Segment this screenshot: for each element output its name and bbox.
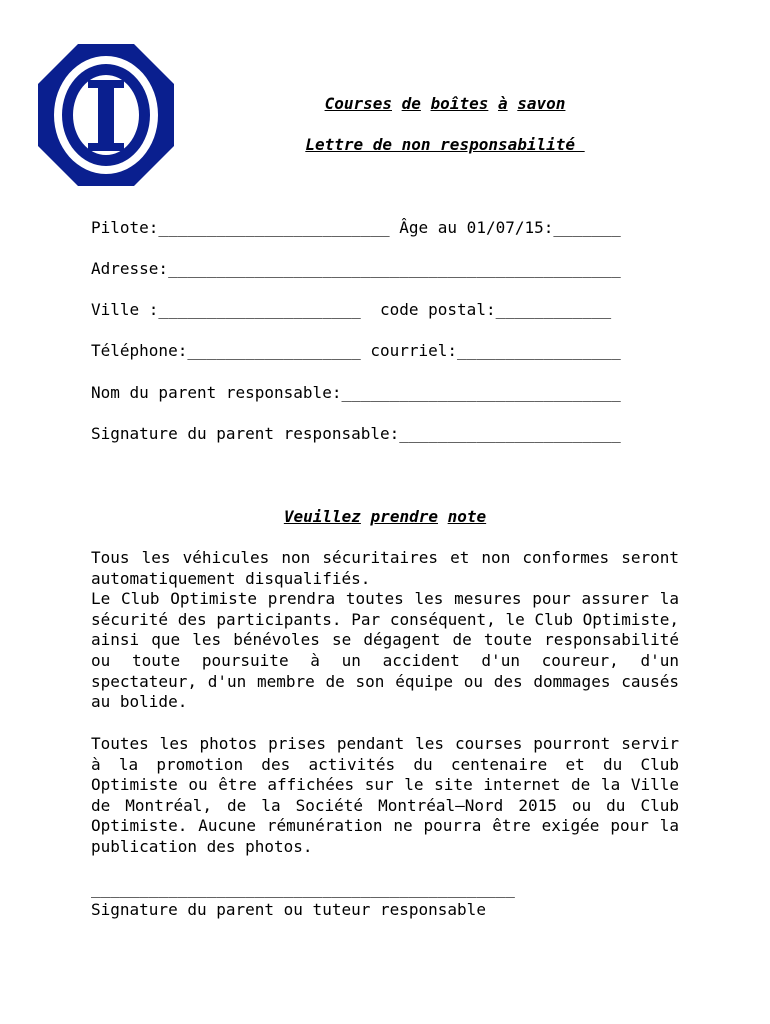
adresse-field[interactable]: Adresse:_______________________________________________ [91,259,621,278]
note-heading-word: prendre [370,507,438,526]
liability-text: Le Club Optimiste prendra toutes les mesures pour assurer la sécurité des participants. Par conséquent, le Club Optimiste, ainsi que les bénévoles se dégagent de toute responsabilité ou toute poursuite à un accident d'un coureur, d'un spectateur, d'un membre de son équipe ou des dommages causés au bolide. [91,589,679,712]
subtitle-text: Lettre de non responsabilité [305,135,585,154]
note-heading-word: Veuillez [283,507,361,526]
title-word: savon [517,94,566,113]
signature-line[interactable]: ____________________________________________ [91,879,515,898]
note-heading-word: note [447,507,487,526]
parent-signature-field[interactable]: Signature du parent responsable:_______________________ [91,424,621,443]
title-word: de [401,94,421,113]
page-subtitle [60,135,770,154]
parent-name-field[interactable]: Nom du parent responsable:_____________________________ [91,383,621,402]
note-heading [0,507,770,526]
telephone-courriel-field[interactable]: Téléphone:__________________ courriel:_________________ [91,341,621,360]
title-word: à [497,94,508,113]
optimist-club-logo-icon [38,44,174,186]
title-word: Courses [324,94,392,113]
disclaimer-paragraph [91,548,679,713]
title-word: boîtes [430,94,489,113]
photos-text: Toutes les photos prises pendant les courses pourront servir à la promotion des activités du centenaire et du Club Optimiste ou être affichées sur le site internet de la Ville de Montréal, de la Société Montréal–Nord 2015 ou du Club Optimiste. Aucune rémunération ne pourra être exigée pour la publication des photos. [91,734,679,856]
page-title [60,94,770,113]
ville-code-postal-field[interactable]: Ville :_____________________ code postal:____________ [91,300,612,319]
pilote-age-field[interactable]: Pilote:________________________ Âge au 01/07/15:_______ [91,218,621,237]
signature-label: Signature du parent ou tuteur responsable [91,900,486,919]
photos-paragraph [91,734,679,858]
disqualification-text: Tous les véhicules non sécuritaires et non conformes seront automatiquement disqualifiés. [91,548,679,588]
